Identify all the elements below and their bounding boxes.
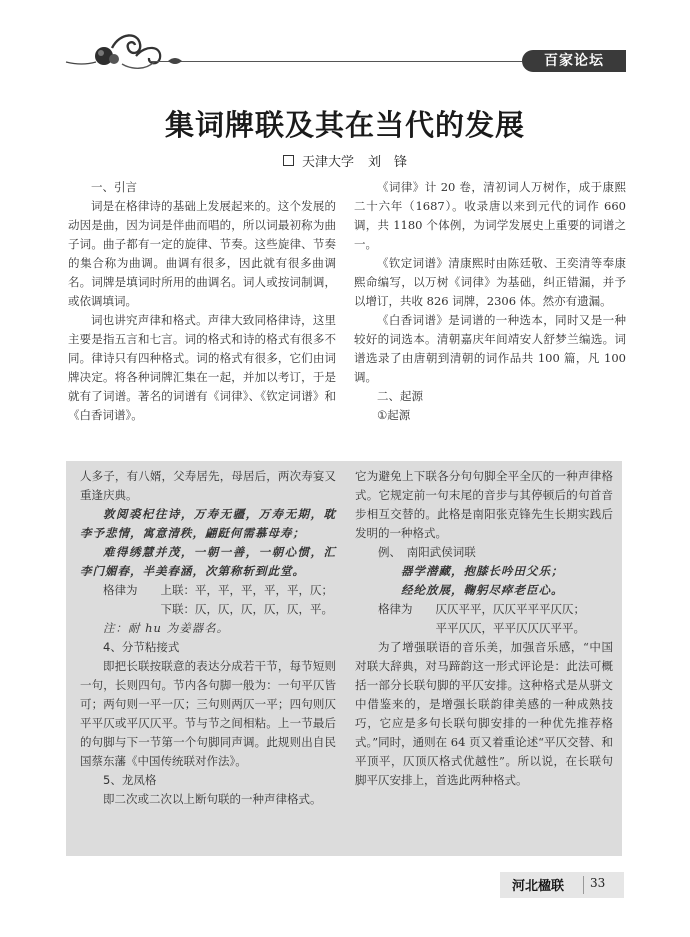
author-name: 刘 锋: [368, 155, 408, 170]
section-label: 百家论坛: [522, 50, 626, 72]
paragraph: 人多子，有八婿，父寿居先，母居后，两次寿宴又重逢庆典。: [80, 469, 336, 502]
meter-line: 格律为 仄仄平平，仄仄平平平仄仄；: [355, 602, 585, 616]
article-title: 集词牌联及其在当代的发展: [164, 108, 525, 142]
square-bullet-icon: [283, 155, 294, 166]
meter-line: 平平仄仄，平平仄仄仄平平。: [355, 621, 585, 635]
paragraph: 词也讲究声律和格式。声律大致同格律诗，这里主要是指五言和七言。词的格式和诗的格式有很多不同。律诗只有四种格式。词的格式有很多，它们由词牌决定。将各种词牌汇集在一起，并加以考订，于是就有了词谱。著名的词谱有《词律》、《钦定词谱》和《白香词谱》。: [68, 313, 336, 422]
couplet-line: 敦阅裘杞往诗，万寿无疆，万寿无期，耽李予悲情，寓意清秩，翩跹何需慕母寿；: [80, 507, 336, 540]
subsection-heading: 4、分节粘接式: [103, 640, 180, 654]
paragraph: 词是在格律诗的基础上发展起来的。这个发展的动因是曲，因为词是伴曲而唱的，所以词最初称为曲子词。曲子都有一定的旋律、节奏。这些旋律、节奏的集合称为曲调。曲调有很多，因此就有很多曲调名。词牌是填词时所用的曲调名。词人或按词制调，或依调填词。: [68, 199, 336, 308]
author-line: [0, 151, 690, 170]
section-heading: 二、起源: [377, 389, 423, 403]
paragraph: 《词律》计 20 卷，清初词人万树作，成于康熙二十六年（1687）。收录唐以来到元代的词作 660 调，共 1180 个体例，为词学发展史上重要的词谱之一。: [354, 180, 626, 251]
decorative-swirl-icon: [62, 26, 174, 74]
paragraph: 《钦定词谱》清康熙时由陈廷敬、王奕清等奉康熙命编写，以万树《词律》为基础，纠正错漏，并予以增订，共收 826 词牌，2306 体。然亦有遗漏。: [354, 256, 626, 308]
meter-line: 下联：仄，仄，仄，仄，仄，平。: [103, 602, 333, 616]
note: 注：耐 hu 为姜器名。: [103, 621, 230, 635]
couplet-line: 经纶放展，鞠躬尽瘁老臣心。: [401, 583, 564, 597]
paragraph: 为了增强联语的音乐美，加强音乐感，“中国对联大辞典，对马蹄韵这一形式评论是：此法可概括一部分长联句脚的平仄安排。这种格式是从骈文中借鉴来的，是增强长联韵律美感的一种成熟技巧，它应是多句长联句脚安排的一种优先推荐格式。”同时，通则在 64 页又着重论述“平仄交替、和平顶平，仄顶仄格式优越性”。所以说，在长联句脚平仄安排上，首选此两种格式。: [355, 640, 613, 787]
couplet-line: 难得绣慧并茂，一朝一善，一朝心惯，汇李门媚春，半美春涵，次第称斩到此堂。: [80, 545, 336, 578]
meter-line: 格律为 上联：平，平，平，平，平，仄；: [103, 583, 333, 597]
paragraph: 它为避免上下联各分句句脚全平全仄的一种声律格式。它规定前一句末尾的音步与其停顿后的句首音步相互交替的。此格是南阳张克锋先生长期实践后发明的一种格式。: [355, 469, 613, 540]
subsection-heading: 5、龙凤格: [103, 773, 157, 787]
box-right-column: [355, 467, 613, 790]
paragraph: 即二次或二次以上断句联的一种声律格式。: [103, 792, 322, 806]
page-number: 33: [590, 876, 606, 890]
subsection-heading: ①起源: [377, 408, 411, 422]
section-heading: 一、引言: [91, 180, 137, 194]
footer-magazine-name: 河北楹联: [512, 879, 565, 894]
example-heading: 例、 南阳武侯词联: [378, 545, 476, 559]
paragraph: 《白香词谱》是词谱的一种选本，同时又是一种较好的词选本。清朝嘉庆年间靖安人舒梦兰编选。词谱选录了由唐朝到清朝的词作品共 100 篇，凡 100 调。: [354, 313, 626, 384]
left-column: [68, 178, 336, 425]
paragraph: 即把长联按联意的表达分成若干节，每节短则一句，长则四句。节内各句脚一般为：一句平仄皆可；两句则一平一仄；三句则两仄一平；四句则仄平平仄或平仄仄平。节与节之间相粘。上一节最后的句脚与下一节第一个句脚同声调。此规则出自民国蔡东藩《中国传统联对作法》。: [80, 659, 336, 768]
couplet-line: 器学潜藏，抱膝长吟田父乐；: [401, 564, 564, 578]
rule-ornament-icon: [168, 57, 182, 65]
footer-divider: [583, 876, 584, 894]
box-left-column: [80, 467, 336, 809]
right-column: [354, 178, 626, 425]
author-affiliation: 天津大学: [301, 155, 354, 170]
header-rule: [150, 61, 522, 62]
